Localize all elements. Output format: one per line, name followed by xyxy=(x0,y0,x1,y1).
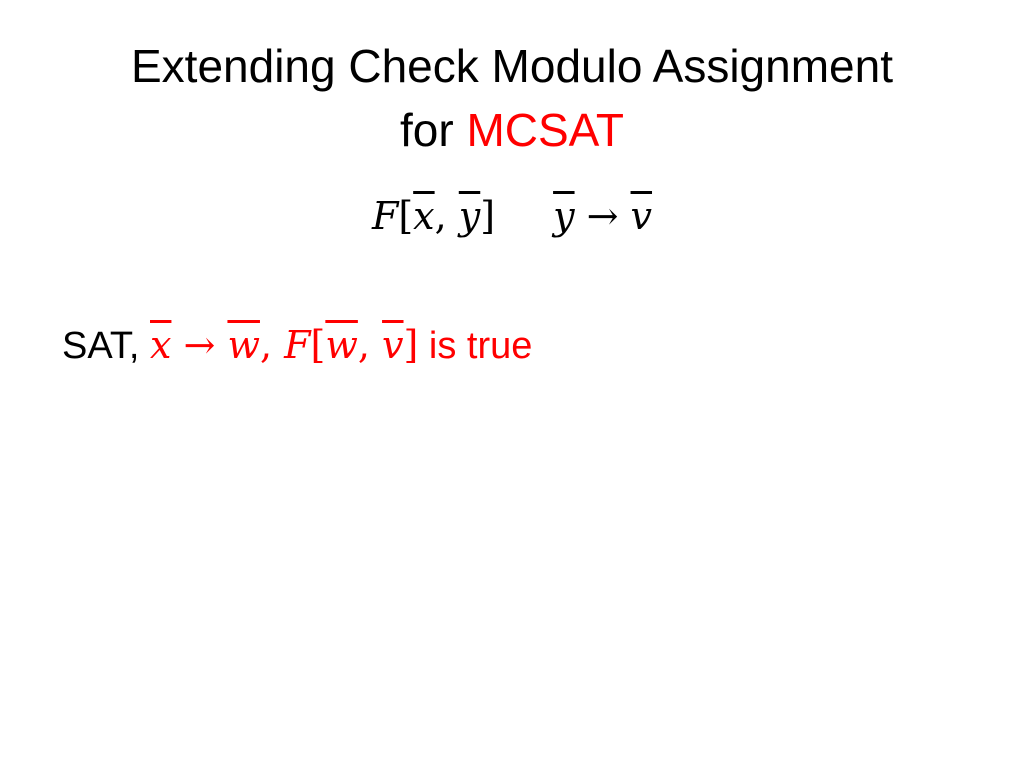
title-line-1: Extending Check Modulo Assignment xyxy=(131,40,893,92)
slide-title xyxy=(0,34,1024,162)
sat-bullet xyxy=(62,318,532,373)
formula-F: F xyxy=(371,194,399,238)
formula-right-bracket: ] xyxy=(480,194,496,238)
sat-v-bar: $\overline{v}$ xyxy=(382,323,404,367)
sat-arrow: → xyxy=(171,323,228,367)
assignment-y-bar: $\overline{y}$ xyxy=(553,194,575,238)
title-line-2-prefix: for xyxy=(399,104,467,156)
title-accent-mcsat: MCSAT xyxy=(466,104,625,156)
sat-x-bar: $\overline{x}$ xyxy=(150,323,172,367)
formula-x-bar: $\overline{x}$ xyxy=(413,194,435,238)
sat-w-bar: $\overline{w}$ xyxy=(227,323,260,367)
formula-left-bracket: [ xyxy=(398,194,414,238)
sat-prefix: SAT, xyxy=(62,325,150,367)
sat-right-bracket: ] xyxy=(403,323,419,367)
sat-F: F xyxy=(284,323,311,367)
sat-left-bracket: [ xyxy=(310,323,326,367)
sat-suffix: is true xyxy=(418,325,533,367)
sat-comma-1: , xyxy=(259,323,285,367)
formula-row xyxy=(0,188,1024,244)
title-line-2 xyxy=(0,98,1024,162)
assignment-v-bar: $\overline{v}$ xyxy=(630,194,653,238)
assignment-arrow: → xyxy=(574,194,631,238)
sat-w2-bar: $\overline{w}$ xyxy=(325,323,358,367)
formula-comma: , xyxy=(434,194,459,238)
sat-comma-2: , xyxy=(357,323,383,367)
sat-math xyxy=(150,323,418,367)
formula-y-bar: $\overline{y}$ xyxy=(458,194,481,238)
